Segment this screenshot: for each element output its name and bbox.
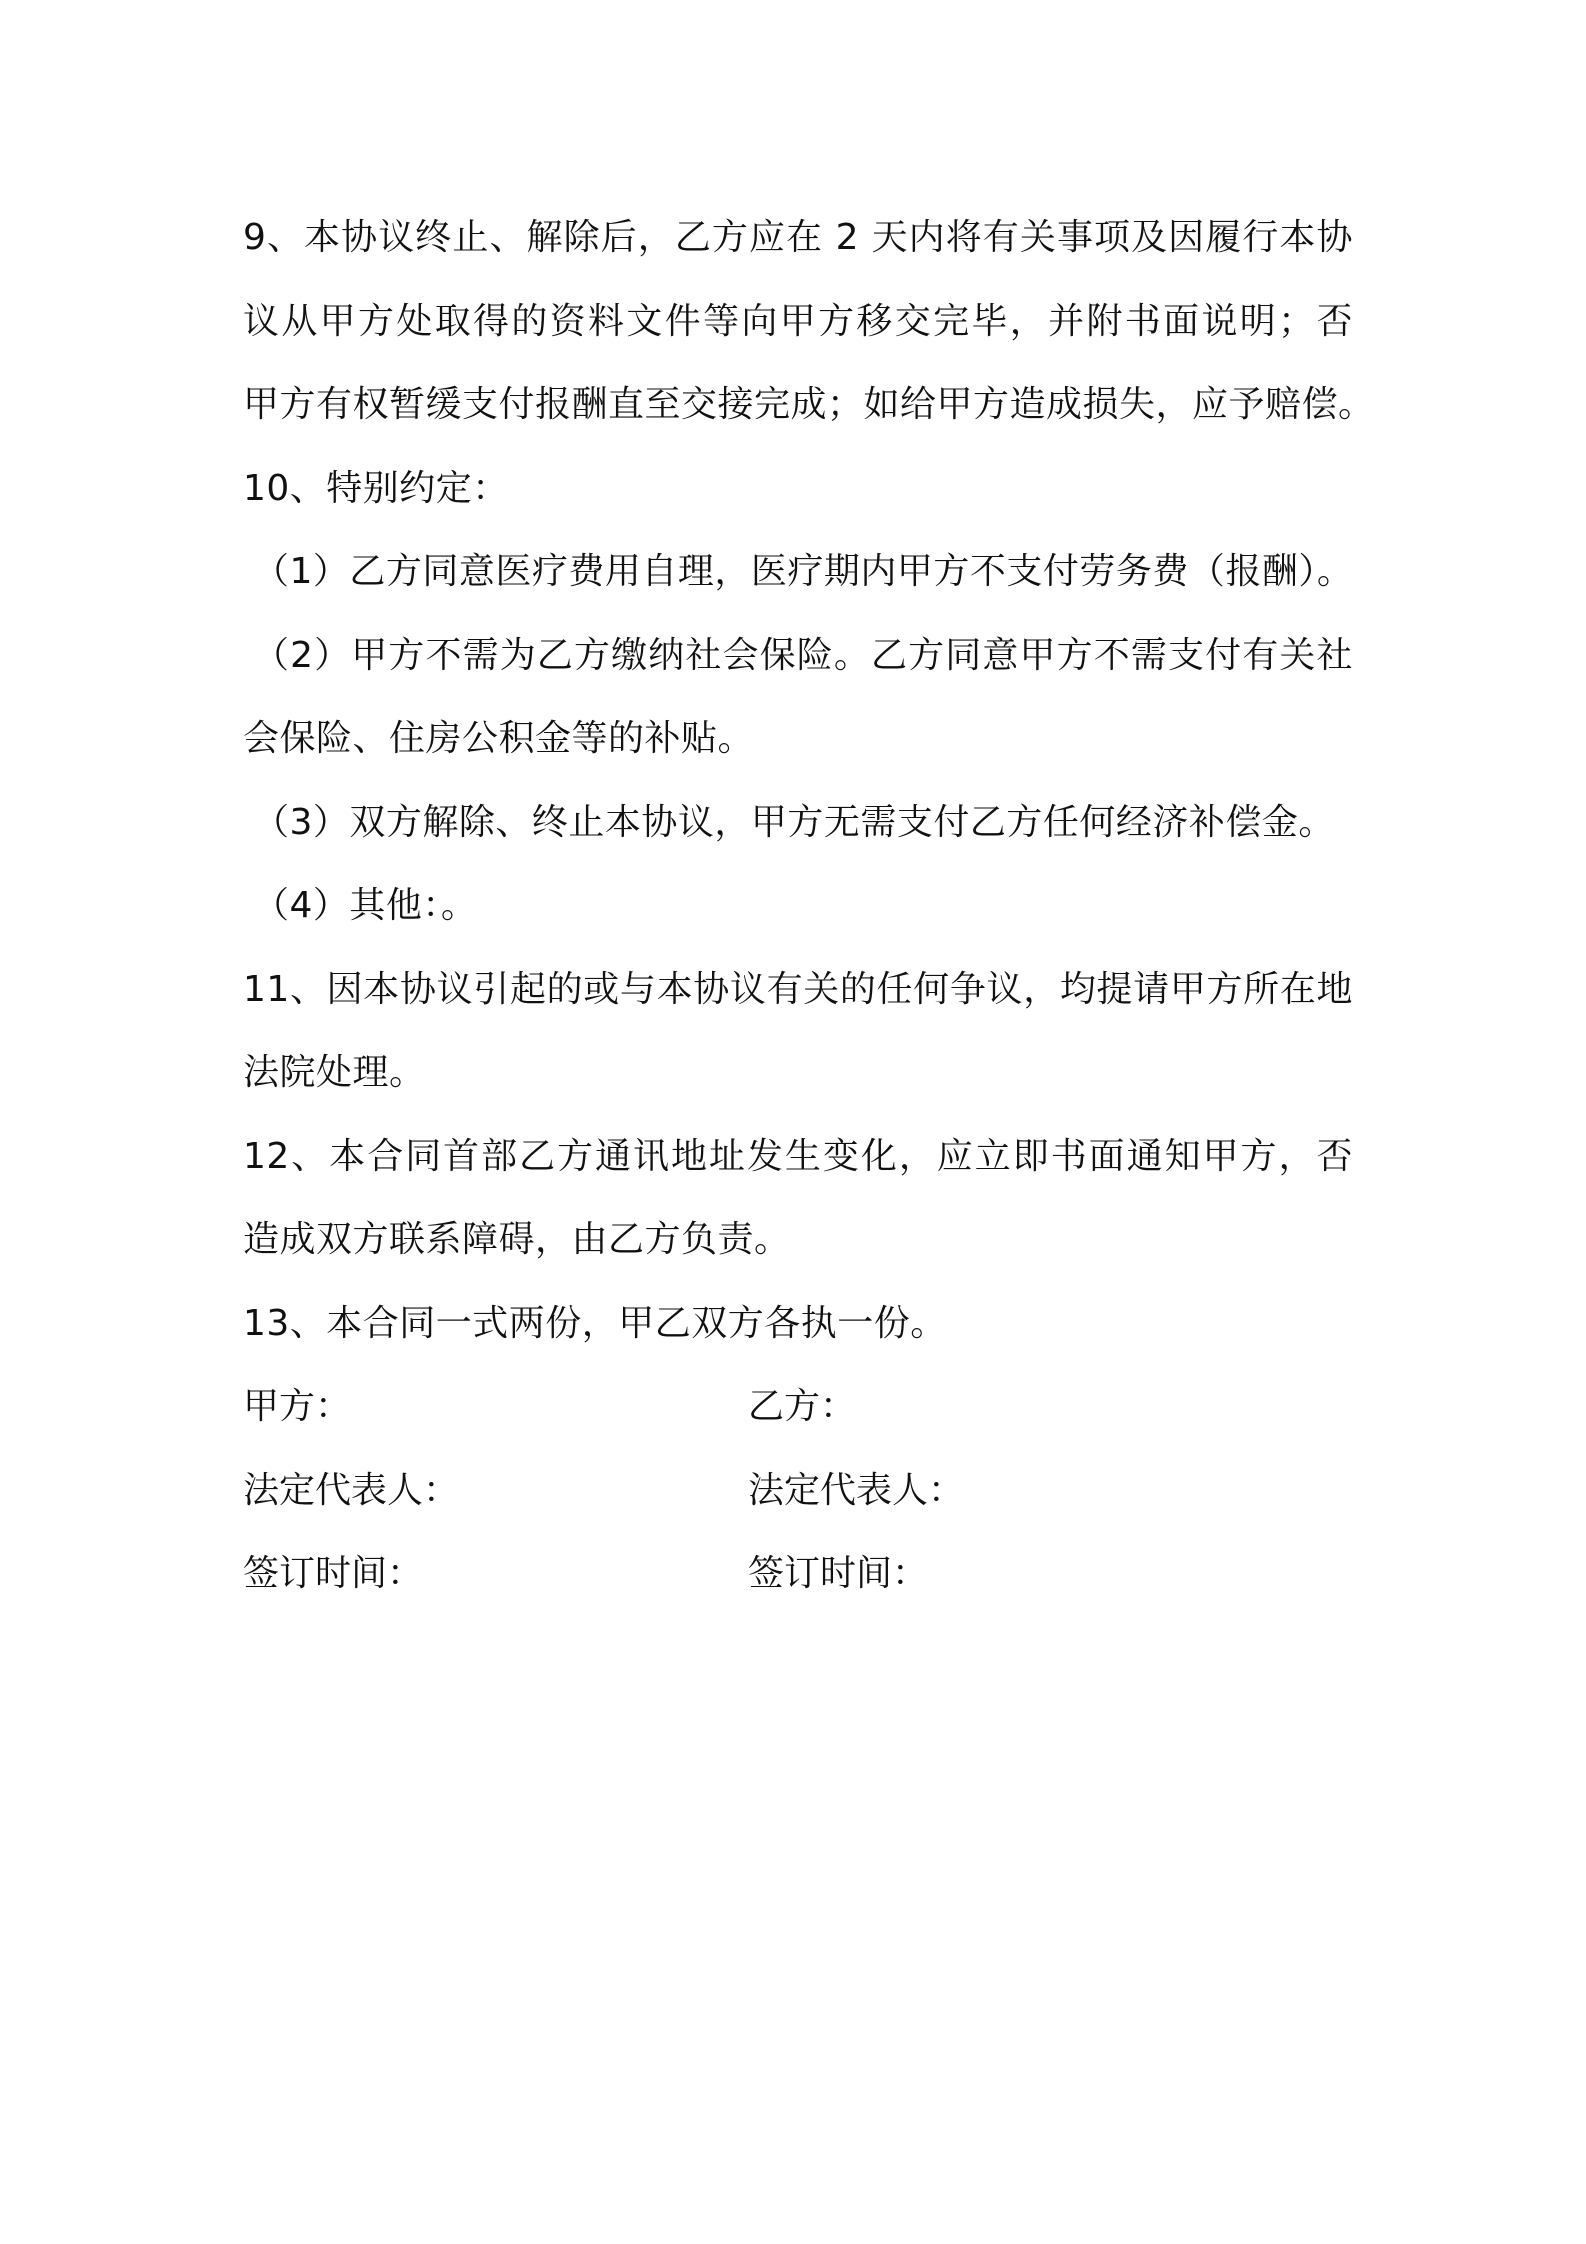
clause-9-line-2: 议从甲方处取得的资料文件等向甲方移交完毕，并附书面说明；否 (243, 300, 1353, 342)
clause-12-line-2: 造成双方联系障碍，由乙方负责。 (243, 1219, 791, 1260)
party-b-label: 乙方： (748, 1386, 857, 1427)
clause-10-heading: 10、特别约定： (243, 467, 509, 509)
clause-9-line-3: 甲方有权暂缓支付报酬直至交接完成；如给甲方造成损失，应予赔偿。 (243, 384, 1375, 425)
party-a-date-label: 签订时间： (243, 1553, 424, 1594)
clause-12-line-1: 12、本合同首部乙方通讯地址发生变化，应立即书面通知甲方，否 (243, 1135, 1353, 1177)
signature-row-party (243, 1365, 1353, 1449)
clause-10-2-line-1: （2）甲方不需为乙方缴纳社会保险。乙方同意甲方不需支付有关社 (253, 634, 1353, 676)
party-a-representative-label: 法定代表人： (243, 1469, 460, 1511)
party-b-representative-label: 法定代表人： (748, 1469, 965, 1511)
clause-10-2-line-2: 会保险、住房公积金等的补贴。 (243, 718, 755, 759)
party-b-date-label: 签订时间： (748, 1553, 929, 1594)
clause-10-1: （1）乙方同意医疗费用自理，医疗期内甲方不支付劳务费（报酬）。 (253, 551, 1354, 592)
clause-10-4: （4）其他：。 (253, 885, 478, 926)
clause-11-line-2: 法院处理。 (243, 1052, 426, 1093)
party-a-label: 甲方： (243, 1386, 352, 1427)
signature-row-date (243, 1532, 1353, 1616)
clause-11-line-1: 11、因本协议引起的或与本协议有关的任何争议，均提请甲方所在地 (243, 968, 1353, 1010)
clause-13: 13、本合同一式两份，甲乙双方各执一份。 (243, 1302, 947, 1344)
clause-9-line-1: 9、本协议终止、解除后，乙方应在 2 天内将有关事项及因履行本协 (243, 217, 1353, 258)
signature-row-representative (243, 1449, 1353, 1533)
document-body (243, 196, 1375, 1616)
clause-10-3: （3）双方解除、终止本协议，甲方无需支付乙方任何经济补偿金。 (253, 801, 1335, 843)
